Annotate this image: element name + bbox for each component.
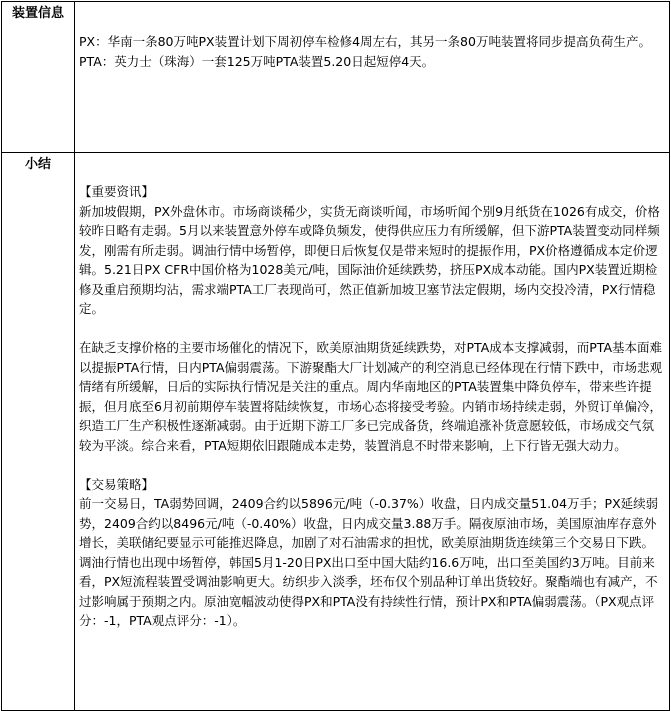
report-table [1, 1, 670, 711]
device-info-pta: PTA：英力士（珠海）一套125万吨PTA装置5.20日起短停4天。 [79, 53, 435, 69]
paragraph-gap [79, 455, 664, 475]
important-heading: 【重要资讯】 [79, 184, 155, 199]
device-info-label: 装置信息 [2, 2, 75, 153]
summary-row [2, 153, 670, 711]
important-paragraph-2: 在缺乏支撑价格的主要市场催化的情况下，欧美原油期货延续跌势，对PTA成本支撑减弱，而PTA基本面难以提振PTA行情，日内PTA偏弱震荡。下游聚酯大厂计划减产的利空消息已经体现在行情下跌中，市场悲观情绪有所缓解，日后的实际执行情况是关注的重点。周内华南地区的PTA装置集中降负停车，带来些许提振，但月底至6月初前期停车装置将陆续恢复，市场心态将接受考验。内销市场持续走弱，外贸订单偏冷，织造工厂生产积极性逐渐减弱。由于近期下游工厂多已完成备货，终端追涨补货意愿较低，市场成交气氛较为平淡。综合来看，PTA短期依旧跟随成本走势，装置消息不时带来影响，上下行皆无强大动力。 [79, 340, 663, 453]
device-info-content [75, 2, 670, 153]
device-info-px: PX：华南一条80万吨PX装置计划下周初停车检修4周左右，其另一条80万吨装置将同步提高负荷生产。 [79, 34, 651, 49]
paragraph-gap [79, 319, 664, 339]
summary-content [75, 153, 670, 711]
summary-label: 小结 [2, 153, 75, 711]
important-paragraph-1: 新加坡假期，PX外盘休市。市场商谈稀少，实货无商谈听闻，市场听闻个别9月纸货在1026有成交，价格较昨日略有走弱。5月以来装置意外停车或降负频发，使得供应压力有所缓解，但下游PTA装置变动同样频发，刚需有所走弱。调油行情中场暂停，即便日后恢复仅是带来短时的提振作用，PX价格遵循成本定价逻辑。5.21日PX CFR中国价格为1028美元/吨，国际油价延续跌势，挤压PX成本动能。国内PX装置近期检修及重启预期均沾，需求端PTA工厂表现尚可，然正值新加坡卫塞节法定假期，场内交投冷清，PX行情稳定。 [79, 203, 660, 316]
strategy-heading: 【交易策略】 [79, 476, 155, 492]
device-info-row [2, 2, 670, 153]
strategy-paragraph: 前一交易日，TA弱势回调，2409合约以5896元/吨（-0.37%）收盘，日内成交量51.04万手；PX延续弱势，2409合约以8496元/吨（-0.40%）收盘，日内成交量3.88万手。隔夜原油市场，美国原油库存意外增长，美联储纪要显示可能推迟降息，加剧了对石油需求的担忧，欧美原油期货连续第三个交易日下跌。调油行情也出现中场暂停，韩国5月1-20日PX出口至中国大陆约16.6万吨，出口至美国约3万吨。目前来看，PX短流程装置受调油影响更大。纺织步入淡季，坯布仅个别品种订单出货较好。聚酯端也有减产，不过影响属于预期之内。原油宽幅波动使得PX和PTA没有持续性行情，预计PX和PTA偏弱震荡。（PX观点评分：-1，PTA观点评分：-1）。 [79, 496, 659, 628]
